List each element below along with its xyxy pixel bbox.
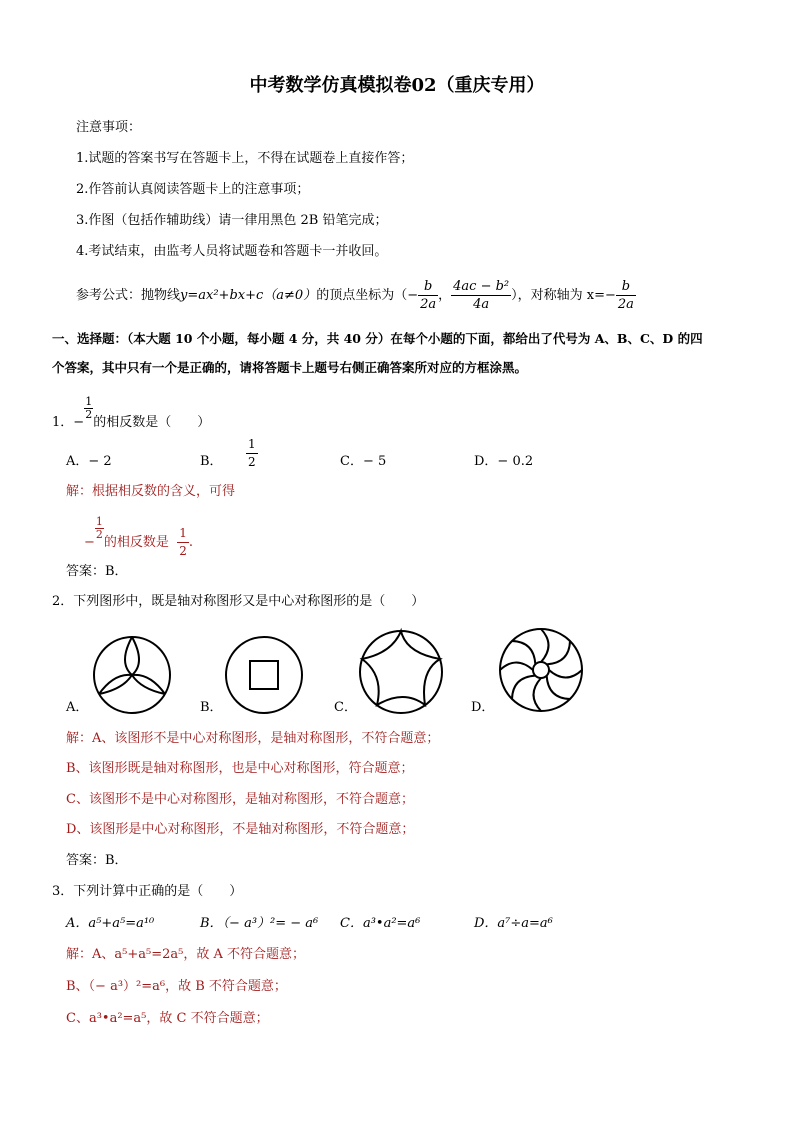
- q1-sol-result-fraction: [177, 525, 189, 560]
- q1-option-c: C．− 5: [340, 454, 387, 469]
- q2-figure-b: [222, 633, 306, 717]
- q3-stem: 3．下列计算中正确的是（ ）: [52, 884, 243, 899]
- formula-equation: y=ax²+bx+c（a≠0）: [180, 288, 317, 303]
- q3-option-c: C．a³•a²=a⁶: [340, 916, 421, 931]
- q1-num: 1．: [52, 415, 74, 430]
- notice-item-1: 1.试题的答案书写在答题卡上，不得在试题卷上直接作答；: [76, 151, 414, 166]
- q1-solution-line2: [84, 516, 193, 560]
- q2-label-d: D．: [471, 700, 495, 715]
- q1-sol-res-den: 2: [179, 544, 187, 558]
- q3-option-a: A．a⁵+a⁵=a¹⁰: [66, 916, 155, 931]
- q1-fraction: [84, 396, 93, 421]
- formula-after: ），对称轴为 x=−: [511, 288, 616, 303]
- q2-stem: 2．下列图形中，既是轴对称图形又是中心对称图形的是（ ）: [52, 594, 425, 609]
- q2-label-b: B．: [200, 700, 223, 715]
- axis-fraction: [616, 278, 636, 313]
- q1-optb-num: 1: [246, 436, 258, 454]
- q1-stem-text: 的相反数是（ ）: [93, 415, 211, 430]
- q3-solution-a: 解：A、a⁵+a⁵=2a⁵，故 A 不符合题意；: [66, 947, 305, 962]
- section1-line2: 个答案，其中只有一个是正确的，请将答题卡上题号右侧正确答案所对应的方框涂黑。: [52, 360, 528, 375]
- q1-optb-den: 2: [248, 455, 256, 469]
- q1-solution-line1: 解：根据相反数的含义，可得: [66, 484, 236, 499]
- q2-label-c: C．: [334, 700, 357, 715]
- page-title: 中考数学仿真模拟卷02（重庆专用）: [249, 75, 545, 96]
- q3-solution-c: C、a³•a²=a⁵，故 C 不符合题意；: [66, 1011, 269, 1026]
- q1-sol-mid: 的相反数是: [103, 535, 169, 550]
- q2-solution-d: D、该图形是中心对称图形，不是轴对称图形，不符合题意；: [66, 822, 415, 837]
- q3-option-d: D．a⁷÷a=a⁶: [474, 916, 553, 931]
- vertex-x-fraction: [418, 278, 438, 313]
- formula-prefix: 参考公式：抛物线: [76, 288, 181, 303]
- q1-sol-fraction: [95, 516, 104, 541]
- q1-frac-sign: −: [73, 415, 85, 430]
- q1-answer: 答案：B．: [66, 564, 128, 579]
- notice-item-3: 3.作图（包括作辅助线）请一律用黑色 2B 铅笔完成；: [76, 213, 388, 228]
- frac3-num: b: [616, 278, 636, 296]
- reference-formula: [76, 276, 636, 316]
- formula-mid: 的顶点坐标为（−: [316, 288, 419, 303]
- q1-option-a: A．− 2: [66, 454, 112, 469]
- q2-solution-c: C、该图形不是中心对称图形，是轴对称图形，不符合题意；: [66, 792, 414, 807]
- frac1-den: 2a: [420, 297, 437, 312]
- q1-sol-res-num: 1: [177, 525, 189, 543]
- section1-line1: 一、选择题：（本大题 10 个小题，每小题 4 分，共 40 分）在每个小题的下面，都给出了代号为 A、B、C、D 的四: [52, 331, 703, 346]
- q1-stem: [52, 396, 210, 438]
- formula-comma: ，: [438, 288, 452, 303]
- q3-solution-b: B、（− a³）²=a⁶，故 B 不符合题意；: [66, 979, 287, 994]
- notice-item-2: 2.作答前认真阅读答题卡上的注意事项；: [76, 182, 310, 197]
- q1-frac-den: 2: [85, 408, 93, 421]
- q2-solution-a: 解：A、该图形不是中心对称图形，是轴对称图形，不符合题意；: [66, 731, 440, 746]
- q1-sol-frac-den: 2: [95, 528, 103, 541]
- q2-figure-c: [356, 627, 446, 717]
- q2-figure-d: [496, 625, 586, 715]
- q1-frac-num: 1: [85, 395, 93, 408]
- q2-solution-b: B、该图形既是轴对称图形，也是中心对称图形，符合题意；: [66, 761, 414, 776]
- vertex-y-fraction: [451, 278, 511, 313]
- frac1-num: b: [418, 278, 438, 296]
- frac2-den: 4a: [473, 297, 490, 312]
- q3-option-b: B．（− a³）²= − a⁶: [200, 916, 319, 931]
- q1-option-b-fraction: [246, 436, 258, 471]
- q1-option-d: D．− 0.2: [474, 454, 534, 469]
- notice-heading: 注意事项：: [76, 120, 142, 135]
- q2-label-a: A．: [66, 700, 89, 715]
- q1-sol-frac-num: 1: [95, 515, 103, 528]
- frac3-den: 2a: [617, 297, 634, 312]
- frac2-num: 4ac − b²: [453, 279, 510, 294]
- q1-sol-end: .: [188, 535, 193, 550]
- q2-answer: 答案：B．: [66, 853, 128, 868]
- notice-item-4: 4.考试结束，由监考人员将试题卷和答题卡一并收回。: [76, 244, 388, 259]
- q1-option-b-label: B．: [200, 454, 223, 469]
- q1-sol-frac-sign: −: [84, 535, 95, 550]
- q2-figure-a: [90, 633, 174, 717]
